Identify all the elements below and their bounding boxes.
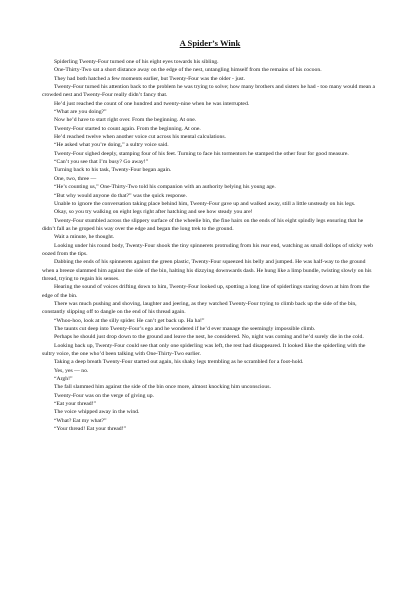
story-paragraph: He’d reached twelve when another voice cut across his mental calculations. bbox=[54, 134, 226, 141]
story-title: A Spider’s Wink bbox=[179, 38, 241, 48]
story-paragraph: Okay, so you try walking on eight legs right after hatching and see how steady you are! bbox=[54, 209, 253, 216]
story-paragraph: “Your thread! Eat your thread!” bbox=[54, 426, 127, 433]
story-paragraph: Yes, yes — no. bbox=[54, 367, 89, 374]
story-paragraph: One, two, three — bbox=[54, 175, 97, 182]
story-paragraph: One-Thirty-Two sat a short distance away on the edge of the nest, untangling himself from the remains of his cocoon. bbox=[54, 67, 322, 74]
story-paragraph: Now he’d have to start right over. From the beginning. At one. bbox=[54, 117, 197, 124]
story-paragraph: Taking a deep breath Twenty-Four started out again, his shaky legs trembling as he scrambled for a foot-hold. bbox=[54, 359, 304, 366]
story-paragraph: “He’s counting us,” One-Thirty-Two told his companion with an authority belying his young age. bbox=[54, 184, 276, 191]
story-paragraph: There was much pushing and shoving, laughter and jeering, as they watched Twenty-Four trying to climb back up the side of the bin, constantly slipping off to dangle on the end of his thread again. bbox=[42, 300, 357, 316]
story-paragraph: Looking under his round body, Twenty-Four shook the tiny spinnerets protruding from his rear end, watching as small dollops of sticky web oozed from the tips. bbox=[42, 242, 374, 257]
story-paragraph: Wait a minute, he thought. bbox=[54, 234, 115, 241]
story-paragraph: Looking back up, Twenty-Four could see that only one spiderling was left, the rest had disappeared. It looked like the spiderling with the sultry voice, the one who’d been talking with One-Thirty-Two earlier. bbox=[42, 342, 366, 358]
story-paragraph: “Argh!” bbox=[54, 376, 73, 383]
story-paragraph: He’d just reached the count of one hundred and twenty-nine when he was interrupted. bbox=[54, 100, 250, 107]
story-paragraph: “Can’t you see that I’m busy? Go away!” bbox=[54, 159, 149, 166]
story-paragraph: “Eat your thread!” bbox=[54, 401, 97, 408]
story-paragraph: Twenty-Four turned his attention back to the problem he was trying to solve; how many brothers and sisters he had - too many would mean a crowded nest and Twenty-Four really didn’t fancy that. bbox=[42, 84, 376, 99]
story-paragraph: Twenty-Four sighed deeply, stamping four of his feet. Turning to face his tormentors he stamped the other four for good measure. bbox=[54, 150, 349, 157]
story-paragraph: The fall slammed him against the side of the bin once more, almost knocking him unconscious. bbox=[54, 384, 271, 391]
story-paragraph: “What? Eat my what?” bbox=[54, 417, 107, 424]
story-paragraph: Hearing the sound of voices drifting down to him, Twenty-Four looked up, spotting a long line of spiderlings staring down at him from the edge of the bin. bbox=[42, 284, 370, 299]
story-paragraph: “What are you doing?” bbox=[54, 109, 107, 116]
story-paragraph: “But why would anyone do that?” was the quick response. bbox=[54, 192, 187, 199]
story-paragraph: Twenty-Four stumbled across the slippery surface of the wheelie bin, the fine hairs on the ends of his eight spindly legs ensuring that he didn’t fall as he groped his way over the edge and began the long trek to the ground. bbox=[42, 217, 364, 232]
story-paragraph: “He asked what you’re doing,” a sultry voice said. bbox=[54, 142, 169, 149]
story-paragraph: Unable to ignore the conversation taking place behind him, Twenty-Four gave up and walked away, still a little unsteady on his legs. bbox=[54, 200, 356, 207]
story-paragraph: Twenty-Four was on the verge of giving up. bbox=[54, 392, 154, 399]
story-paragraph: “Whoo-hoo, look at the silly spider. He can’t get back up. Ha ha!” bbox=[54, 317, 205, 324]
story-paragraph: They had both hatched a few moments earlier, but Twenty-Four was the older - just. bbox=[54, 75, 246, 82]
story-paragraph: Twenty-Four started to count again. From the beginning. At one. bbox=[54, 125, 201, 132]
story-paragraph: Perhaps he should just drop down to the ground and leave the nest, he considered. No, night was coming and he’d surely die in the cold. bbox=[54, 334, 364, 341]
story-paragraph: Dabbing the ends of his spinnerets against the green plastic, Twenty-Four squeezed his belly and jumped. He was half-way to the ground when a breeze slammed him against the side of the bin, halting his dizzying downwards dash. He hung like a limp bundle, twisting slowly on his thread, trying to regain his senses. bbox=[42, 259, 372, 282]
story-paragraph: Spiderling Twenty-Four turned one of his eight eyes towards his sibling. bbox=[54, 59, 219, 65]
story-paragraph: Turning back to his task, Twenty-Four began again. bbox=[54, 167, 172, 174]
story-paragraph: The taunts cut deep into Twenty-Four’s ego and he wondered if he’d ever manage the seemingly impossible climb. bbox=[54, 326, 316, 332]
story-paragraph: The voice whipped away in the wind. bbox=[54, 409, 140, 416]
story-body bbox=[42, 58, 378, 433]
